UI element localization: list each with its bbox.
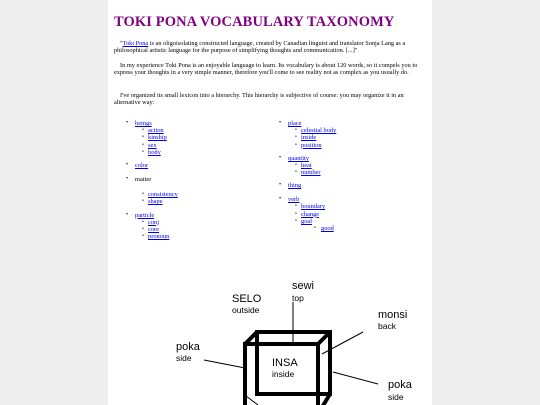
consistency-link[interactable]: consistency bbox=[148, 191, 178, 199]
toki-pona-link[interactable]: Toki Pona bbox=[122, 40, 149, 47]
bullet-icon: • bbox=[279, 196, 282, 203]
page-content bbox=[108, 0, 432, 405]
taxonomy-left-column bbox=[114, 120, 254, 247]
quantity-link[interactable]: quantity bbox=[288, 154, 309, 162]
list-item bbox=[288, 169, 407, 176]
bullet-icon: • bbox=[295, 203, 297, 210]
hierarchy-paragraph: I've organized its small lexicon into a hierarchy. This hierarchy is subjective of course: you may organize it in an alternative way: bbox=[114, 92, 404, 107]
bullet-icon: • bbox=[295, 141, 297, 148]
cube-illustration bbox=[108, 272, 432, 405]
list-item bbox=[288, 162, 407, 169]
number-link[interactable]: number bbox=[301, 169, 321, 177]
celestial-body-link[interactable]: celestial body bbox=[301, 127, 337, 134]
bullet-icon: • bbox=[314, 225, 316, 232]
bullet-icon: • bbox=[295, 127, 297, 133]
list-item bbox=[301, 225, 407, 232]
list-item bbox=[135, 134, 254, 141]
list-item bbox=[135, 198, 254, 205]
bullet-icon: • bbox=[142, 198, 144, 205]
bullet-icon: • bbox=[126, 120, 129, 126]
list-item bbox=[267, 196, 407, 232]
back-label: back bbox=[378, 321, 396, 331]
top-label: top bbox=[292, 293, 304, 303]
intro-text: is an oligoisolating constructed language, created by Canadian linguist and translator Sonja Lang as a philosophical artistic language for the purpose of simplifying thoughts and communication. [...]" bbox=[114, 40, 406, 55]
position-cube-diagram bbox=[108, 272, 432, 405]
side-left-label: side bbox=[176, 353, 192, 363]
list-item bbox=[135, 191, 254, 198]
bottom-axis-line bbox=[246, 396, 258, 405]
action-link[interactable]: action bbox=[148, 127, 164, 134]
core-link[interactable]: core bbox=[148, 226, 159, 234]
selo-label: SELO bbox=[232, 293, 262, 305]
bullet-icon: • bbox=[142, 141, 144, 148]
experience-paragraph: In my experience Toki Pona is an enjoyable language to learn. Its vocabulary is about 120 words, so it compels you to express your thoughts in a very simple manner, therefore you'll come to see reality not as complex as you usually do. bbox=[114, 62, 418, 77]
monsi-label: monsi bbox=[378, 309, 408, 321]
bullet-icon: • bbox=[126, 211, 129, 218]
list-item bbox=[135, 219, 254, 226]
bullet-icon: • bbox=[142, 127, 144, 133]
bullet-icon: • bbox=[142, 191, 144, 198]
body-link[interactable]: body bbox=[148, 148, 161, 156]
bullet-icon: • bbox=[279, 154, 282, 161]
side-right-label: side bbox=[388, 392, 404, 402]
boundary-link[interactable]: boundary bbox=[301, 203, 326, 211]
list-item bbox=[267, 182, 407, 189]
list-item bbox=[114, 162, 254, 169]
inside-link[interactable]: inside bbox=[301, 134, 317, 142]
bullet-icon: • bbox=[142, 134, 144, 141]
list-item bbox=[288, 134, 407, 141]
list-item bbox=[135, 142, 254, 149]
heat-link[interactable]: heat bbox=[301, 161, 312, 169]
list-item bbox=[114, 212, 254, 241]
right-axis-line bbox=[333, 372, 378, 384]
list-item bbox=[288, 142, 407, 149]
change-link[interactable]: change bbox=[301, 210, 320, 218]
outside-label: outside bbox=[232, 305, 260, 315]
verb-link[interactable]: verb bbox=[288, 196, 300, 204]
shape-link[interactable]: shape bbox=[148, 198, 163, 206]
list-item bbox=[135, 233, 254, 240]
beings-link[interactable]: beings bbox=[135, 120, 152, 127]
bullet-icon: • bbox=[142, 226, 144, 233]
insa-label: INSA bbox=[272, 357, 298, 369]
inside-label: inside bbox=[272, 369, 295, 379]
list-item bbox=[114, 120, 254, 156]
list-item bbox=[288, 211, 407, 218]
pronoun-link[interactable]: pronoun bbox=[148, 233, 170, 241]
bullet-icon: • bbox=[295, 134, 297, 141]
bullet-icon: • bbox=[295, 169, 297, 176]
left-axis-line bbox=[204, 360, 245, 368]
sex-link[interactable]: sex bbox=[148, 141, 157, 149]
bullet-icon: • bbox=[142, 148, 144, 155]
good-link[interactable]: good bbox=[321, 225, 334, 233]
kinship-link[interactable]: kinship bbox=[148, 134, 167, 142]
sewi-label: sewi bbox=[292, 280, 315, 292]
list-item bbox=[288, 218, 407, 233]
list-item bbox=[288, 127, 407, 134]
goal-link[interactable]: goal bbox=[301, 218, 313, 226]
list-item bbox=[267, 120, 407, 149]
page-title: TOKI PONA VOCABULARY TAXONOMY bbox=[114, 14, 395, 30]
bullet-icon: • bbox=[126, 162, 129, 169]
bullet-icon: • bbox=[279, 120, 282, 126]
bullet-icon: • bbox=[295, 161, 297, 168]
list-item bbox=[135, 127, 254, 134]
thing-link[interactable]: thing bbox=[288, 182, 302, 190]
list-item bbox=[135, 226, 254, 233]
list-item bbox=[267, 155, 407, 177]
bullet-icon: • bbox=[295, 218, 297, 225]
poka-right-label: poka bbox=[388, 379, 412, 391]
list-item bbox=[114, 176, 254, 206]
conj-link[interactable]: conj bbox=[148, 218, 160, 226]
particle-link[interactable]: particle bbox=[135, 211, 155, 219]
taxonomy-right-column bbox=[267, 120, 407, 239]
bullet-icon: • bbox=[126, 176, 129, 183]
poka-left-label: poka bbox=[176, 341, 200, 353]
position-link[interactable]: position bbox=[301, 141, 322, 149]
list-item bbox=[135, 149, 254, 156]
color-link[interactable]: color bbox=[135, 162, 149, 170]
place-link[interactable]: place bbox=[288, 120, 302, 127]
bullet-icon: • bbox=[142, 233, 144, 240]
bullet-icon: • bbox=[279, 182, 282, 189]
quote-open: " bbox=[120, 40, 123, 47]
list-item bbox=[288, 203, 407, 210]
matter-label: matter bbox=[135, 176, 152, 184]
bullet-icon: • bbox=[295, 210, 297, 217]
bullet-icon: • bbox=[142, 218, 144, 225]
intro-paragraph bbox=[114, 40, 428, 55]
